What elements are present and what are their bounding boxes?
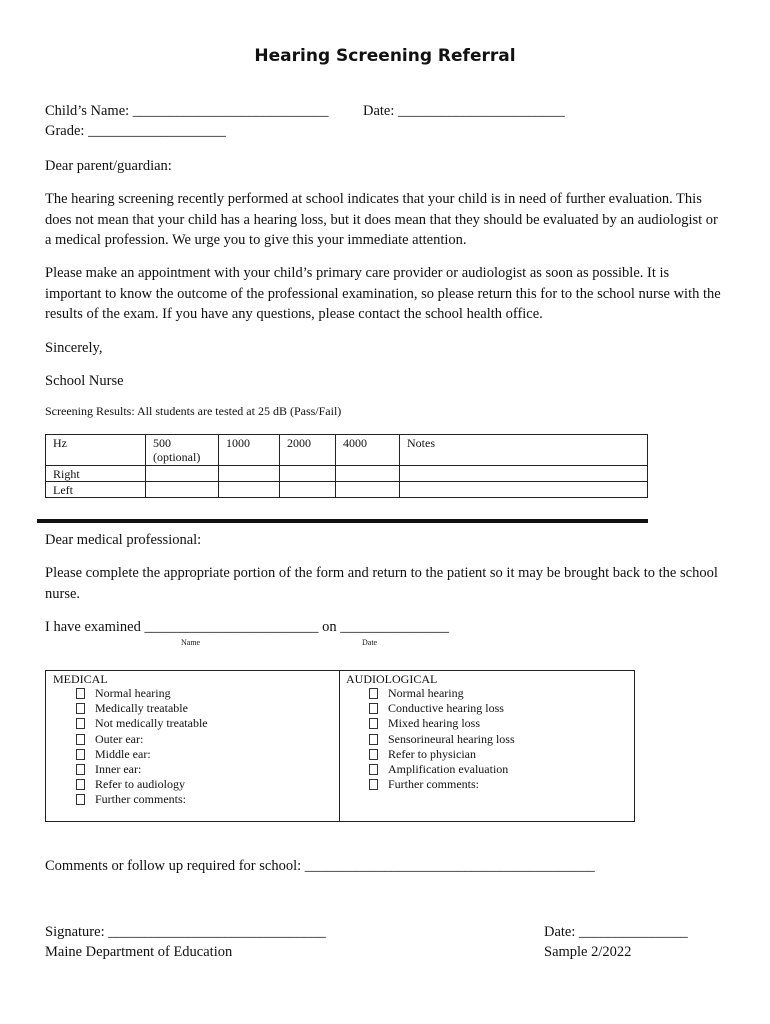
medical-option[interactable]: Further comments: xyxy=(76,792,208,807)
exam-box-divider xyxy=(339,670,340,822)
cell-left-4000[interactable] xyxy=(336,482,400,498)
medical-option[interactable]: Medically treatable xyxy=(76,701,208,716)
grade-line: Grade: ___________________ xyxy=(45,123,226,139)
cell-left-500[interactable] xyxy=(146,482,219,498)
cell-right-500[interactable] xyxy=(146,466,219,482)
audiological-option[interactable]: Mixed hearing loss xyxy=(369,716,515,731)
checkbox[interactable] xyxy=(76,734,85,745)
medical-option[interactable]: Outer ear: xyxy=(76,732,208,747)
page-title: Hearing Screening Referral xyxy=(254,46,516,66)
medical-option[interactable]: Normal hearing xyxy=(76,686,208,701)
cell-left-notes[interactable] xyxy=(400,482,648,498)
checkbox[interactable] xyxy=(369,749,378,760)
header-2000: 2000 xyxy=(280,435,336,466)
medical-option[interactable]: Refer to audiology xyxy=(76,777,208,792)
header-500-label: 500 xyxy=(153,436,171,450)
medical-heading: MEDICAL xyxy=(53,672,108,686)
child-name-line: Child’s Name: ___________________________ xyxy=(45,103,329,119)
audiological-option[interactable]: Further comments: xyxy=(369,777,515,792)
screening-results-table xyxy=(45,434,648,498)
header-4000: 4000 xyxy=(336,435,400,466)
checkbox[interactable] xyxy=(76,703,85,714)
department-name: Maine Department of Education xyxy=(45,944,233,960)
medical-option[interactable]: Not medically treatable xyxy=(76,716,208,731)
greeting: Dear parent/guardian: xyxy=(45,158,172,174)
medical-option[interactable]: Middle ear: xyxy=(76,747,208,762)
row-label-left: Left xyxy=(46,482,146,498)
checkbox[interactable] xyxy=(76,764,85,775)
checkbox[interactable] xyxy=(369,703,378,714)
cell-right-2000[interactable] xyxy=(280,466,336,482)
name-label: Name xyxy=(181,638,201,647)
medical-option[interactable]: Inner ear: xyxy=(76,762,208,777)
date-line: Date: _______________________ xyxy=(363,103,565,119)
medical-greeting: Dear medical professional: xyxy=(45,532,202,548)
checkbox[interactable] xyxy=(76,688,85,699)
header-500 xyxy=(146,435,219,466)
comments-line: Comments or follow up required for school: ________________________________________ xyxy=(45,858,595,874)
header-hz: Hz xyxy=(46,435,146,466)
footer-date-line: Date: _______________ xyxy=(544,924,688,940)
cell-right-notes[interactable] xyxy=(400,466,648,482)
header-optional-label: (optional) xyxy=(153,450,201,464)
checkbox[interactable] xyxy=(369,779,378,790)
cell-right-4000[interactable] xyxy=(336,466,400,482)
medical-paragraph: Please complete the appropriate portion of the form and return to the patient so it may be brought back to the school nurse. xyxy=(45,565,718,602)
audiological-heading: AUDIOLOGICAL xyxy=(346,672,438,686)
date-label: Date xyxy=(362,638,378,647)
audiological-option[interactable]: Refer to physician xyxy=(369,747,515,762)
audiological-list xyxy=(369,686,515,792)
header-1000: 1000 xyxy=(219,435,280,466)
checkbox[interactable] xyxy=(369,734,378,745)
audiological-option[interactable]: Normal hearing xyxy=(369,686,515,701)
examined-line: I have examined ________________________ on _______________ xyxy=(45,619,449,635)
audiological-option[interactable]: Sensorineural hearing loss xyxy=(369,732,515,747)
checkbox[interactable] xyxy=(369,718,378,729)
section-divider xyxy=(37,519,648,523)
cell-left-1000[interactable] xyxy=(219,482,280,498)
checkbox[interactable] xyxy=(76,794,85,805)
checkbox[interactable] xyxy=(76,718,85,729)
signature-line: Signature: ______________________________ xyxy=(45,924,326,940)
checkbox[interactable] xyxy=(369,688,378,699)
paragraph-1: The hearing screening recently performed at school indicates that your child is in need of further evaluation. This does not mean that your child has a hearing loss, but it does mean that they should be evaluated by an audiologist or a medical profession. We urge you to give this your immediate attention. xyxy=(45,191,718,248)
results-caption: Screening Results: All students are tested at 25 dB (Pass/Fail) xyxy=(45,404,342,418)
audiological-option[interactable]: Amplification evaluation xyxy=(369,762,515,777)
checkbox[interactable] xyxy=(76,749,85,760)
row-label-right: Right xyxy=(46,466,146,482)
medical-list xyxy=(76,686,208,808)
signer: School Nurse xyxy=(45,373,124,389)
sample-version: Sample 2/2022 xyxy=(544,944,632,960)
closing: Sincerely, xyxy=(45,340,103,356)
cell-left-2000[interactable] xyxy=(280,482,336,498)
header-notes: Notes xyxy=(400,435,648,466)
paragraph-2: Please make an appointment with your child’s primary care provider or audiologist as soon as possible. It is important to know the outcome of the professional examination, so please return this for to the school nurse with the results of the exam. If you have any questions, please contact the school health office. xyxy=(45,265,721,322)
checkbox[interactable] xyxy=(369,764,378,775)
checkbox[interactable] xyxy=(76,779,85,790)
audiological-option[interactable]: Conductive hearing loss xyxy=(369,701,515,716)
cell-right-1000[interactable] xyxy=(219,466,280,482)
